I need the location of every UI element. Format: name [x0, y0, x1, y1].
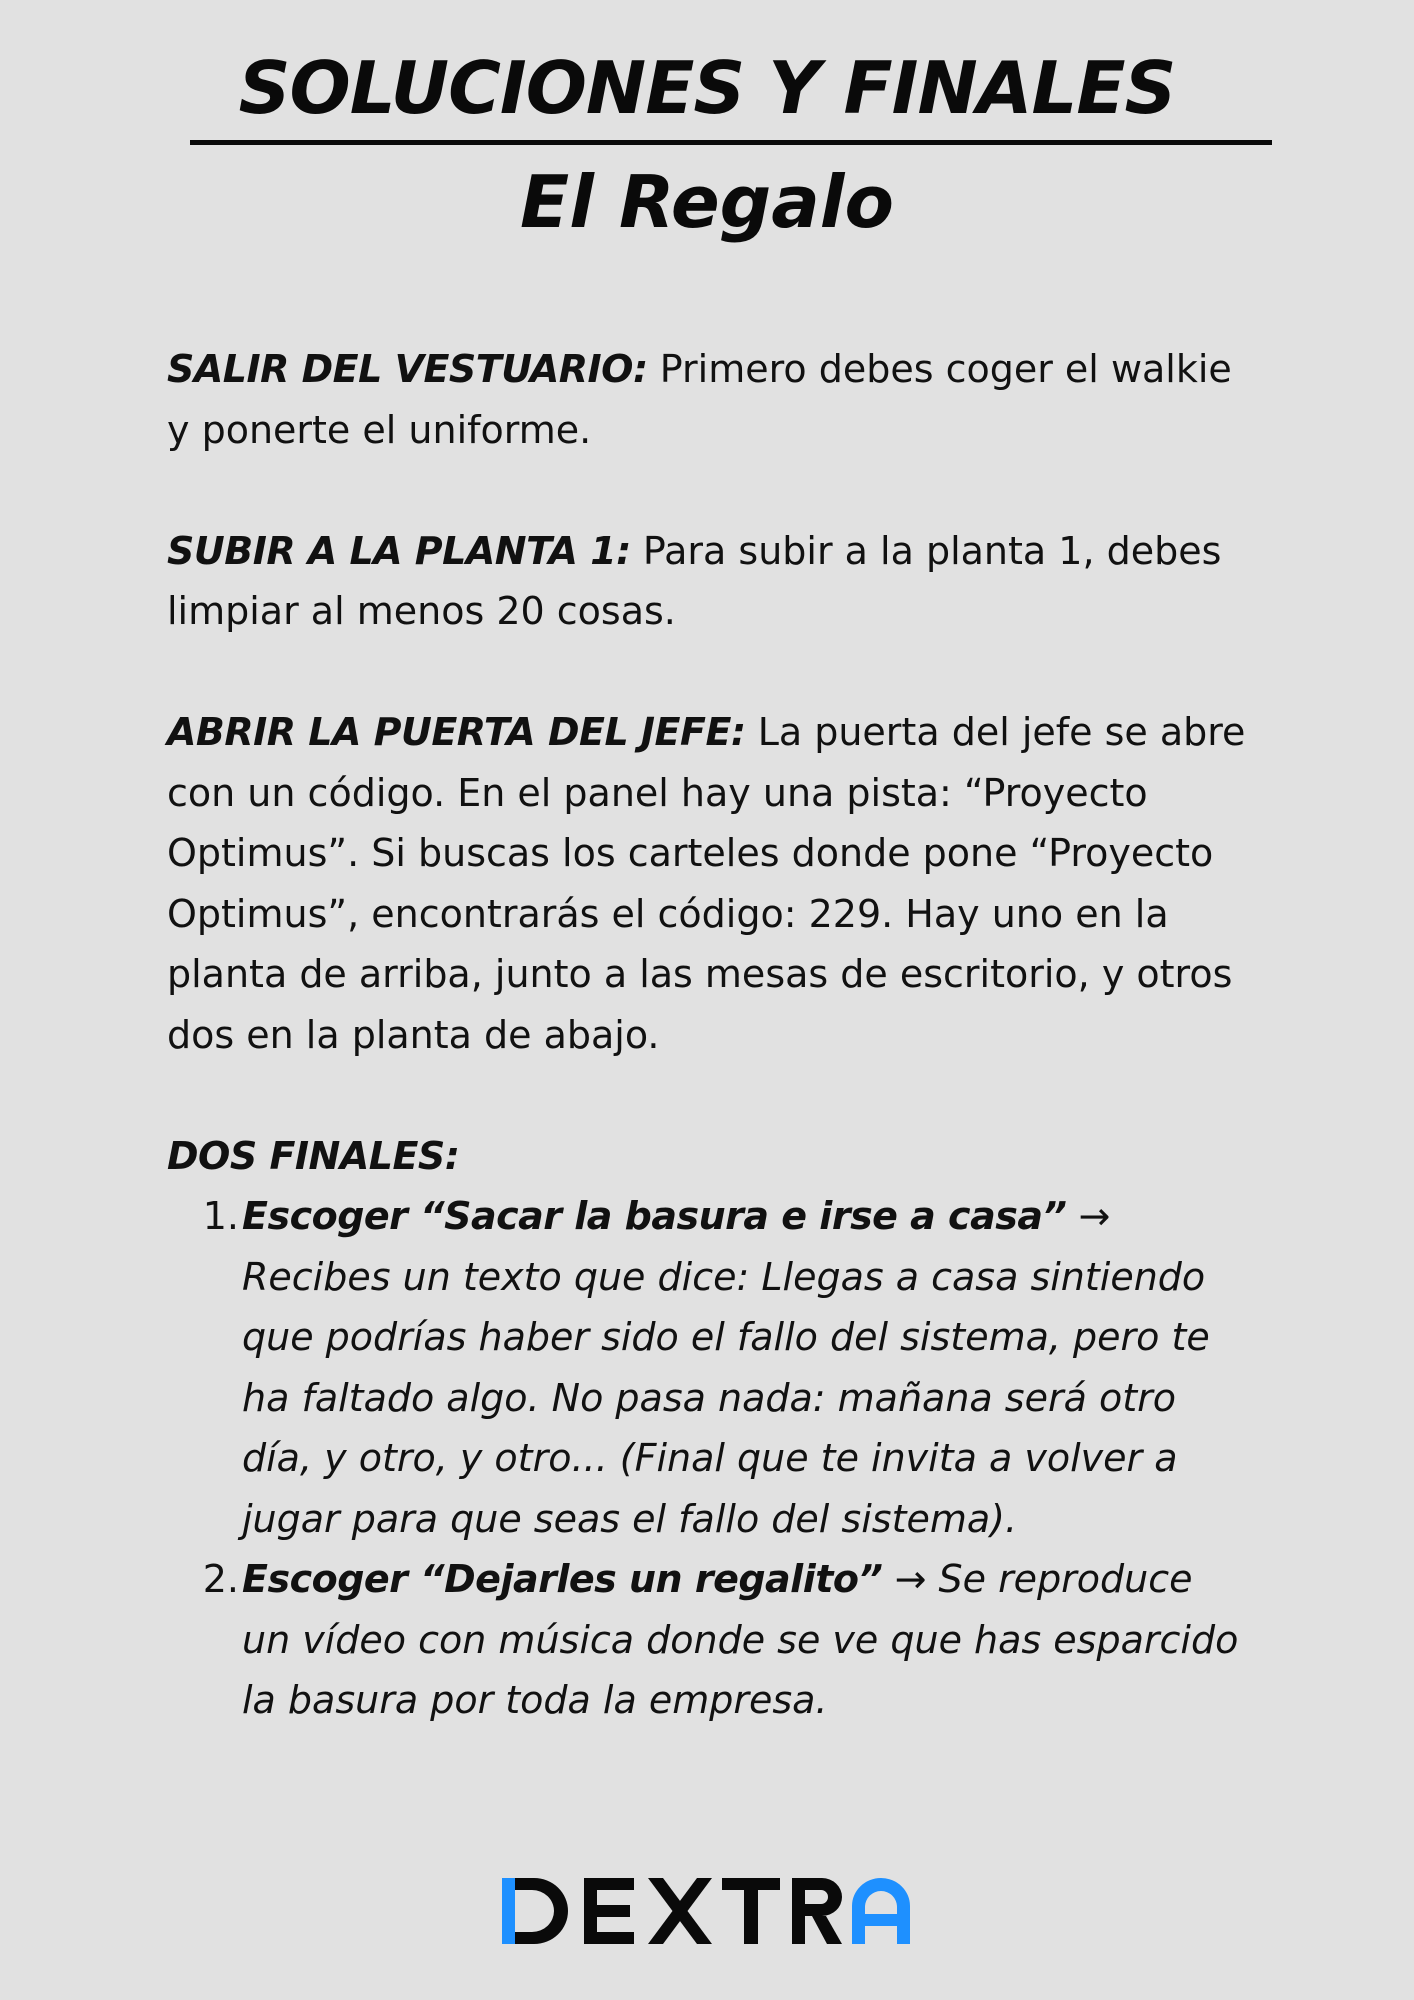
page-title: SOLUCIONES Y FINALES	[238, 46, 1176, 130]
section-text: Primero debes coger el walkie y ponerte el uniforme.	[167, 347, 1232, 452]
ending-outcome: Recibes un texto que dice: Llegas a casa sintiendo que podrías haber sido el fallo del sistema, pero te ha faltado algo. No pasa nada: mañana será otro día, y otro, y otro... (Final que te invita a volver a jugar para que seas el fallo del sistema).	[242, 1254, 1210, 1541]
logo-letter-a	[852, 1878, 910, 1944]
section-label: ABRIR LA PUERTA DEL JEFE:	[167, 710, 746, 754]
list-number: 1.	[202, 1194, 239, 1238]
solutions-content	[167, 339, 1247, 1731]
ending-choice: Escoger “Sacar la basura e irse a casa”	[242, 1194, 1067, 1238]
logo-letter-d	[502, 1878, 568, 1944]
title-divider	[190, 140, 1272, 145]
page-subtitle: El Regalo	[520, 160, 894, 244]
ending-outcome: Se reproduce un vídeo con música donde se ve que has esparcido la basura por toda la empresa.	[242, 1557, 1239, 1722]
section-label: SALIR DEL VESTUARIO:	[167, 347, 648, 391]
logo-letter-e	[584, 1878, 634, 1944]
list-number: 2.	[202, 1557, 239, 1601]
endings-heading: DOS FINALES:	[167, 1133, 460, 1178]
logo-letter-t	[722, 1878, 780, 1944]
section-label: SUBIR A LA PLANTA 1:	[167, 528, 631, 573]
section-vestuario	[167, 339, 1247, 460]
endings-list	[167, 1186, 1247, 1731]
section-jefe	[167, 702, 1247, 1065]
section-planta	[167, 521, 1247, 642]
arrow-icon: →	[1066, 1194, 1111, 1238]
logo-letter-r	[792, 1878, 842, 1944]
dextra-logo	[500, 1876, 914, 1946]
section-text: La puerta del jefe se abre con un código. En el panel hay una pista: “Proyecto Optimus”. Si buscas los carteles donde pone “Proyecto Optimus”, encontrarás el código: 229. Hay uno en la planta de arriba, junto a las mesas de escritorio, y otros dos en la planta de abajo.	[167, 710, 1246, 1057]
arrow-icon: →	[882, 1557, 939, 1601]
list-item	[167, 1549, 1247, 1731]
logo-letter-x	[648, 1878, 712, 1944]
section-text: Para subir a la planta 1, debes limpiar al menos 20 cosas.	[167, 528, 1222, 633]
ending-choice: Escoger “Dejarles un regalito”	[242, 1557, 883, 1601]
list-item	[167, 1186, 1247, 1549]
